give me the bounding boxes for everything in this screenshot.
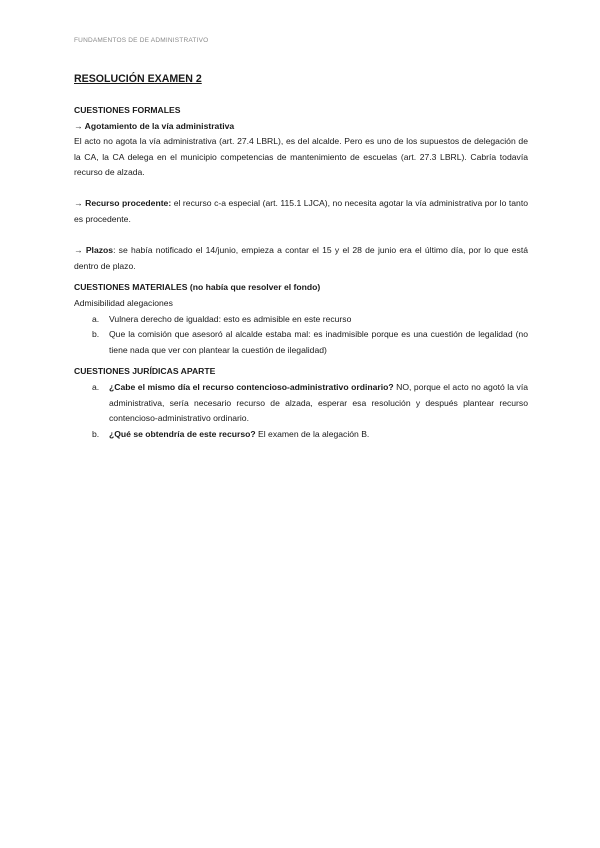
- juridicas-list: [74, 380, 528, 442]
- materiales-list: [74, 312, 528, 359]
- list-marker: b.: [92, 428, 100, 439]
- list-item: [74, 427, 528, 443]
- question-text: ¿Qué se obtendría de este recurso?: [109, 428, 256, 439]
- list-marker: a.: [92, 313, 100, 324]
- text-recurso-procedente: el recurso c-a especial (art. 115.1 LJCA), no necesita agotar la vía administrativa por lo tanto es procedente.: [74, 198, 528, 225]
- list-item: [74, 312, 528, 328]
- materiales-intro: Admisibilidad alegaciones: [74, 297, 173, 308]
- arrow-recurso: →: [74, 198, 86, 209]
- document-body: [74, 70, 528, 442]
- list-item: [74, 327, 528, 358]
- subheading-agotamiento: → Agotamiento de la vía administrativa: [74, 120, 235, 131]
- list-marker: a.: [92, 381, 100, 392]
- paragraph-plazos: [74, 243, 528, 274]
- question-text: ¿Cabe el mismo día el recurso contencioso-administrativo ordinario?: [109, 381, 394, 392]
- text-plazos: : se había notificado el 14/junio, empieza a contar el 15 y el 28 de junio era el último día, por lo que está dentro de plazo.: [74, 245, 528, 271]
- section-heading-materiales: CUESTIONES MATERIALES (no había que resolver el fondo): [74, 282, 321, 293]
- list-marker: b.: [92, 329, 100, 340]
- section-heading-juridicas: CUESTIONES JURÍDICAS APARTE: [74, 366, 216, 377]
- label-plazos: Plazos: [85, 245, 114, 256]
- answer-text: NO, porque el acto no agotó la vía administrativa, sería necesario recurso de alzada, esperar esa resolución y después plantear recurso contencioso-administrativo ordinario.: [109, 381, 528, 424]
- arrow-plazos: →: [74, 245, 86, 256]
- label-recurso-procedente: Recurso procedente:: [85, 198, 172, 209]
- section-heading-formales: CUESTIONES FORMALES: [74, 105, 181, 115]
- paragraph-agotamiento: El acto no agota la vía administrativa (art. 27.4 LBRL), es del alcalde. Pero es uno de los supuestos de delegación de la CA, la CA delega en el municipio competencias de mantenimiento de escuelas (art. 27.3 LBRL). Cabría todavía recurso de alzada.: [74, 136, 528, 178]
- list-item: [74, 380, 528, 427]
- page-title: RESOLUCIÓN EXAMEN 2: [74, 73, 202, 85]
- paragraph-recurso-procedente: [74, 196, 528, 227]
- running-header: FUNDAMENTOS DE DE ADMINISTRATIVO: [74, 37, 209, 44]
- list-item-text: Vulnera derecho de igualdad: esto es admisible en este recurso: [109, 313, 352, 324]
- list-item-text: Que la comisión que asesoró al alcalde estaba mal: es inadmisible porque es una cuestión de legalidad (no tiene nada que ver con plantear la cuestión de ilegalidad): [109, 329, 528, 355]
- answer-text: El examen de la alegación B.: [255, 428, 370, 439]
